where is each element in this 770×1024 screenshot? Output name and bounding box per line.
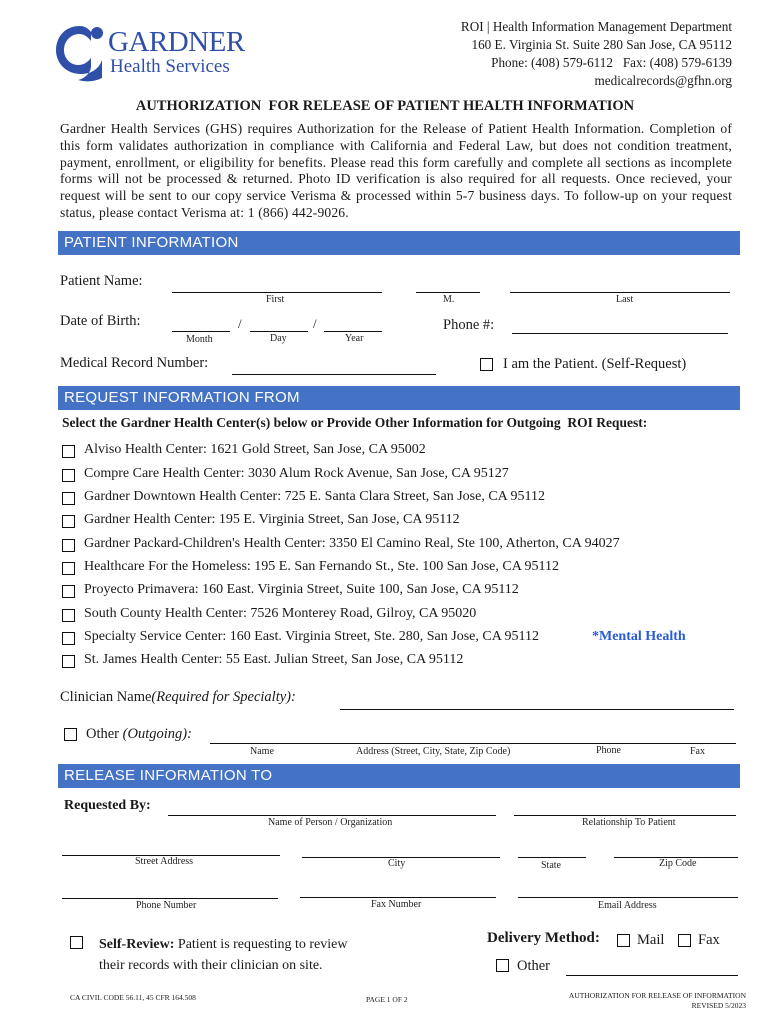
dob-day-field[interactable] [250, 331, 308, 332]
zip-caption: Zip Code [659, 858, 697, 869]
mrn-field[interactable] [232, 374, 436, 375]
requested-by-name-caption: Name of Person / Organization [268, 817, 393, 828]
dept-name: ROI | Health Information Management Department [460, 19, 732, 34]
self-review-bold: Self-Review: [99, 937, 175, 952]
dept-address: 160 E. Virginia St. Suite 280 San Jose, CA 95112 [471, 37, 732, 52]
health-center-label: Alviso Health Center: 1621 Gold Street, San Jose, CA 95002 [84, 442, 426, 457]
mail-label: Mail [637, 932, 665, 948]
health-center-label: Gardner Downtown Health Center: 725 E. Santa Clara Street, San Jose, CA 95112 [84, 489, 546, 504]
footer-form-name [569, 991, 746, 1011]
fax-number-caption: Fax Number [371, 899, 422, 910]
dob-month-field[interactable] [172, 331, 230, 332]
dob-label: Date of Birth: [60, 313, 141, 329]
footer-revised: REVISED 5/2023 [691, 1001, 746, 1010]
logo-name: GARDNER [108, 26, 245, 58]
first-name-field[interactable] [172, 292, 382, 293]
self-review-text-2: their records with their clinician on site. [99, 958, 323, 973]
header-contact [461, 18, 732, 90]
health-center-label: Gardner Packard-Children's Health Center: 3350 El Camino Real, Ste 100, Atherton, CA 94027 [84, 536, 620, 551]
phone-number-caption: Phone Number [136, 900, 197, 911]
other-outgoing-checkbox[interactable] [64, 728, 77, 741]
footer-page-number: PAGE 1 OF 2 [366, 995, 408, 1004]
footer-legal-code: CA CIVIL CODE 56.11, 45 CFR 164.508 [70, 993, 196, 1002]
request-instruction: Select the Gardner Health Center(s) below or Provide Other Information for Outgoing ROI Request: [62, 415, 648, 430]
health-center-checkbox[interactable] [62, 469, 75, 482]
health-center-checkbox[interactable] [62, 562, 75, 575]
state-field[interactable] [518, 857, 586, 858]
dept-phone-fax: Phone: (408) 579-6112 Fax: (408) 579-6139 [491, 55, 732, 70]
gardner-logo-icon [50, 20, 112, 82]
health-center-checkbox[interactable] [62, 609, 75, 622]
health-center-label: Gardner Health Center: 195 E. Virginia Street, San Jose, CA 95112 [84, 512, 460, 527]
dob-month-caption: Month [186, 334, 213, 345]
self-review-checkbox[interactable] [70, 936, 83, 949]
requested-by-label: Requested By: [64, 798, 151, 813]
dob-day-caption: Day [270, 333, 287, 344]
health-center-label: Healthcare For the Homeless: 195 E. San Fernando St., Ste. 100 San Jose, CA 95112 [84, 559, 560, 574]
first-name-caption: First [266, 294, 285, 305]
health-center-label: Specialty Service Center: 160 East. Virginia Street, Ste. 280, San Jose, CA 95112 [84, 629, 540, 644]
relationship-caption: Relationship To Patient [582, 817, 676, 828]
other-phone-caption: Phone [596, 745, 621, 756]
form-title: AUTHORIZATION FOR RELEASE OF PATIENT HEALTH INFORMATION [135, 98, 635, 114]
other-note: (Outgoing): [122, 726, 192, 742]
other-fax-caption: Fax [690, 746, 705, 757]
logo [50, 20, 245, 82]
fax-label: Fax [698, 932, 720, 948]
other-label-text: Other [86, 726, 120, 742]
mrn-label: Medical Record Number: [60, 355, 209, 371]
section-request-information: REQUEST INFORMATION FROM [58, 386, 740, 410]
intro-paragraph: Gardner Health Services (GHS) requires Authorization for the Release of Patient Health Information. Completion of this form validates authorization in compliance with California and Federal Law, but does not condition treatment, payment, enrollment, or eligibility for benefits. Please read this form carefully and complete all sections as incomplete forms will not be processed & returned. Photo ID verification is also required for all requests. Once recieved, your request will be sent to our copy service Verisma & processed within 5-7 business days. To follow-up on your request status, please contact Verisma at: 1 (866) 442-9026. [60, 121, 732, 220]
middle-initial-field[interactable] [416, 292, 480, 293]
other-name-caption: Name [250, 746, 274, 757]
logo-subtitle: Health Services [110, 56, 230, 77]
street-caption: Street Address [135, 856, 194, 867]
fax-checkbox[interactable] [678, 934, 691, 947]
last-name-field[interactable] [510, 292, 730, 293]
other-delivery-label: Other [517, 958, 551, 974]
clinician-label-text: Clinician Name [60, 689, 152, 705]
dob-slash: / [238, 316, 242, 331]
health-center-label: Proyecto Primavera: 160 East. Virginia Street, Suite 100, San Jose, CA 95112 [84, 582, 519, 597]
email-caption: Email Address [598, 900, 657, 911]
email-field[interactable] [518, 897, 738, 898]
health-center-checkbox[interactable] [62, 655, 75, 668]
dept-email: medicalrecords@gfhn.org [594, 73, 732, 88]
dob-slash: / [313, 316, 317, 331]
delivery-method-label: Delivery Method: [487, 930, 600, 946]
health-center-checkbox[interactable] [62, 632, 75, 645]
health-center-checkbox[interactable] [62, 492, 75, 505]
other-delivery-checkbox[interactable] [496, 959, 509, 972]
mail-checkbox[interactable] [617, 934, 630, 947]
requested-by-name-field[interactable] [168, 815, 496, 816]
last-name-caption: Last [616, 294, 634, 305]
footer-form-title: AUTHORIZATION FOR RELEASE OF INFORMATION [568, 991, 746, 1000]
other-address-caption: Address (Street, City, State, Zip Code) [356, 746, 511, 757]
health-center-checkbox[interactable] [62, 515, 75, 528]
phone-field[interactable] [512, 333, 728, 334]
dob-year-field[interactable] [324, 331, 382, 332]
self-request-label: I am the Patient. (Self-Request) [503, 356, 687, 372]
self-review-label [99, 934, 347, 976]
other-outgoing-label [86, 726, 192, 743]
state-caption: State [541, 860, 561, 871]
dob-year-caption: Year [345, 333, 364, 344]
section-patient-information: PATIENT INFORMATION [58, 231, 740, 255]
relationship-field[interactable] [514, 815, 736, 816]
health-center-label: St. James Health Center: 55 East. Julian Street, San Jose, CA 95112 [84, 652, 464, 667]
phone-number-field[interactable] [62, 898, 278, 899]
other-delivery-field[interactable] [566, 975, 738, 976]
health-center-label: South County Health Center: 7526 Monterey Road, Gilroy, CA 95020 [84, 606, 477, 621]
clinician-label [60, 689, 296, 706]
phone-label: Phone #: [443, 317, 495, 333]
city-caption: City [388, 858, 406, 869]
self-request-checkbox[interactable] [480, 358, 493, 371]
patient-name-label: Patient Name: [60, 273, 143, 289]
health-center-label: Compre Care Health Center: 3030 Alum Rock Avenue, San Jose, CA 95127 [84, 466, 509, 481]
health-center-checkbox[interactable] [62, 585, 75, 598]
clinician-note: (Required for Specialty): [151, 689, 296, 705]
health-center-checkbox[interactable] [62, 539, 75, 552]
health-center-checkbox[interactable] [62, 445, 75, 458]
self-review-text: Patient is requesting to review [174, 937, 348, 952]
fax-number-field[interactable] [300, 897, 496, 898]
section-release-information: RELEASE INFORMATION TO [58, 764, 740, 788]
other-outgoing-field[interactable] [210, 743, 736, 744]
middle-initial-caption: M. [443, 294, 455, 305]
mental-health-note: *Mental Health [592, 629, 686, 644]
clinician-name-field[interactable] [340, 709, 734, 710]
